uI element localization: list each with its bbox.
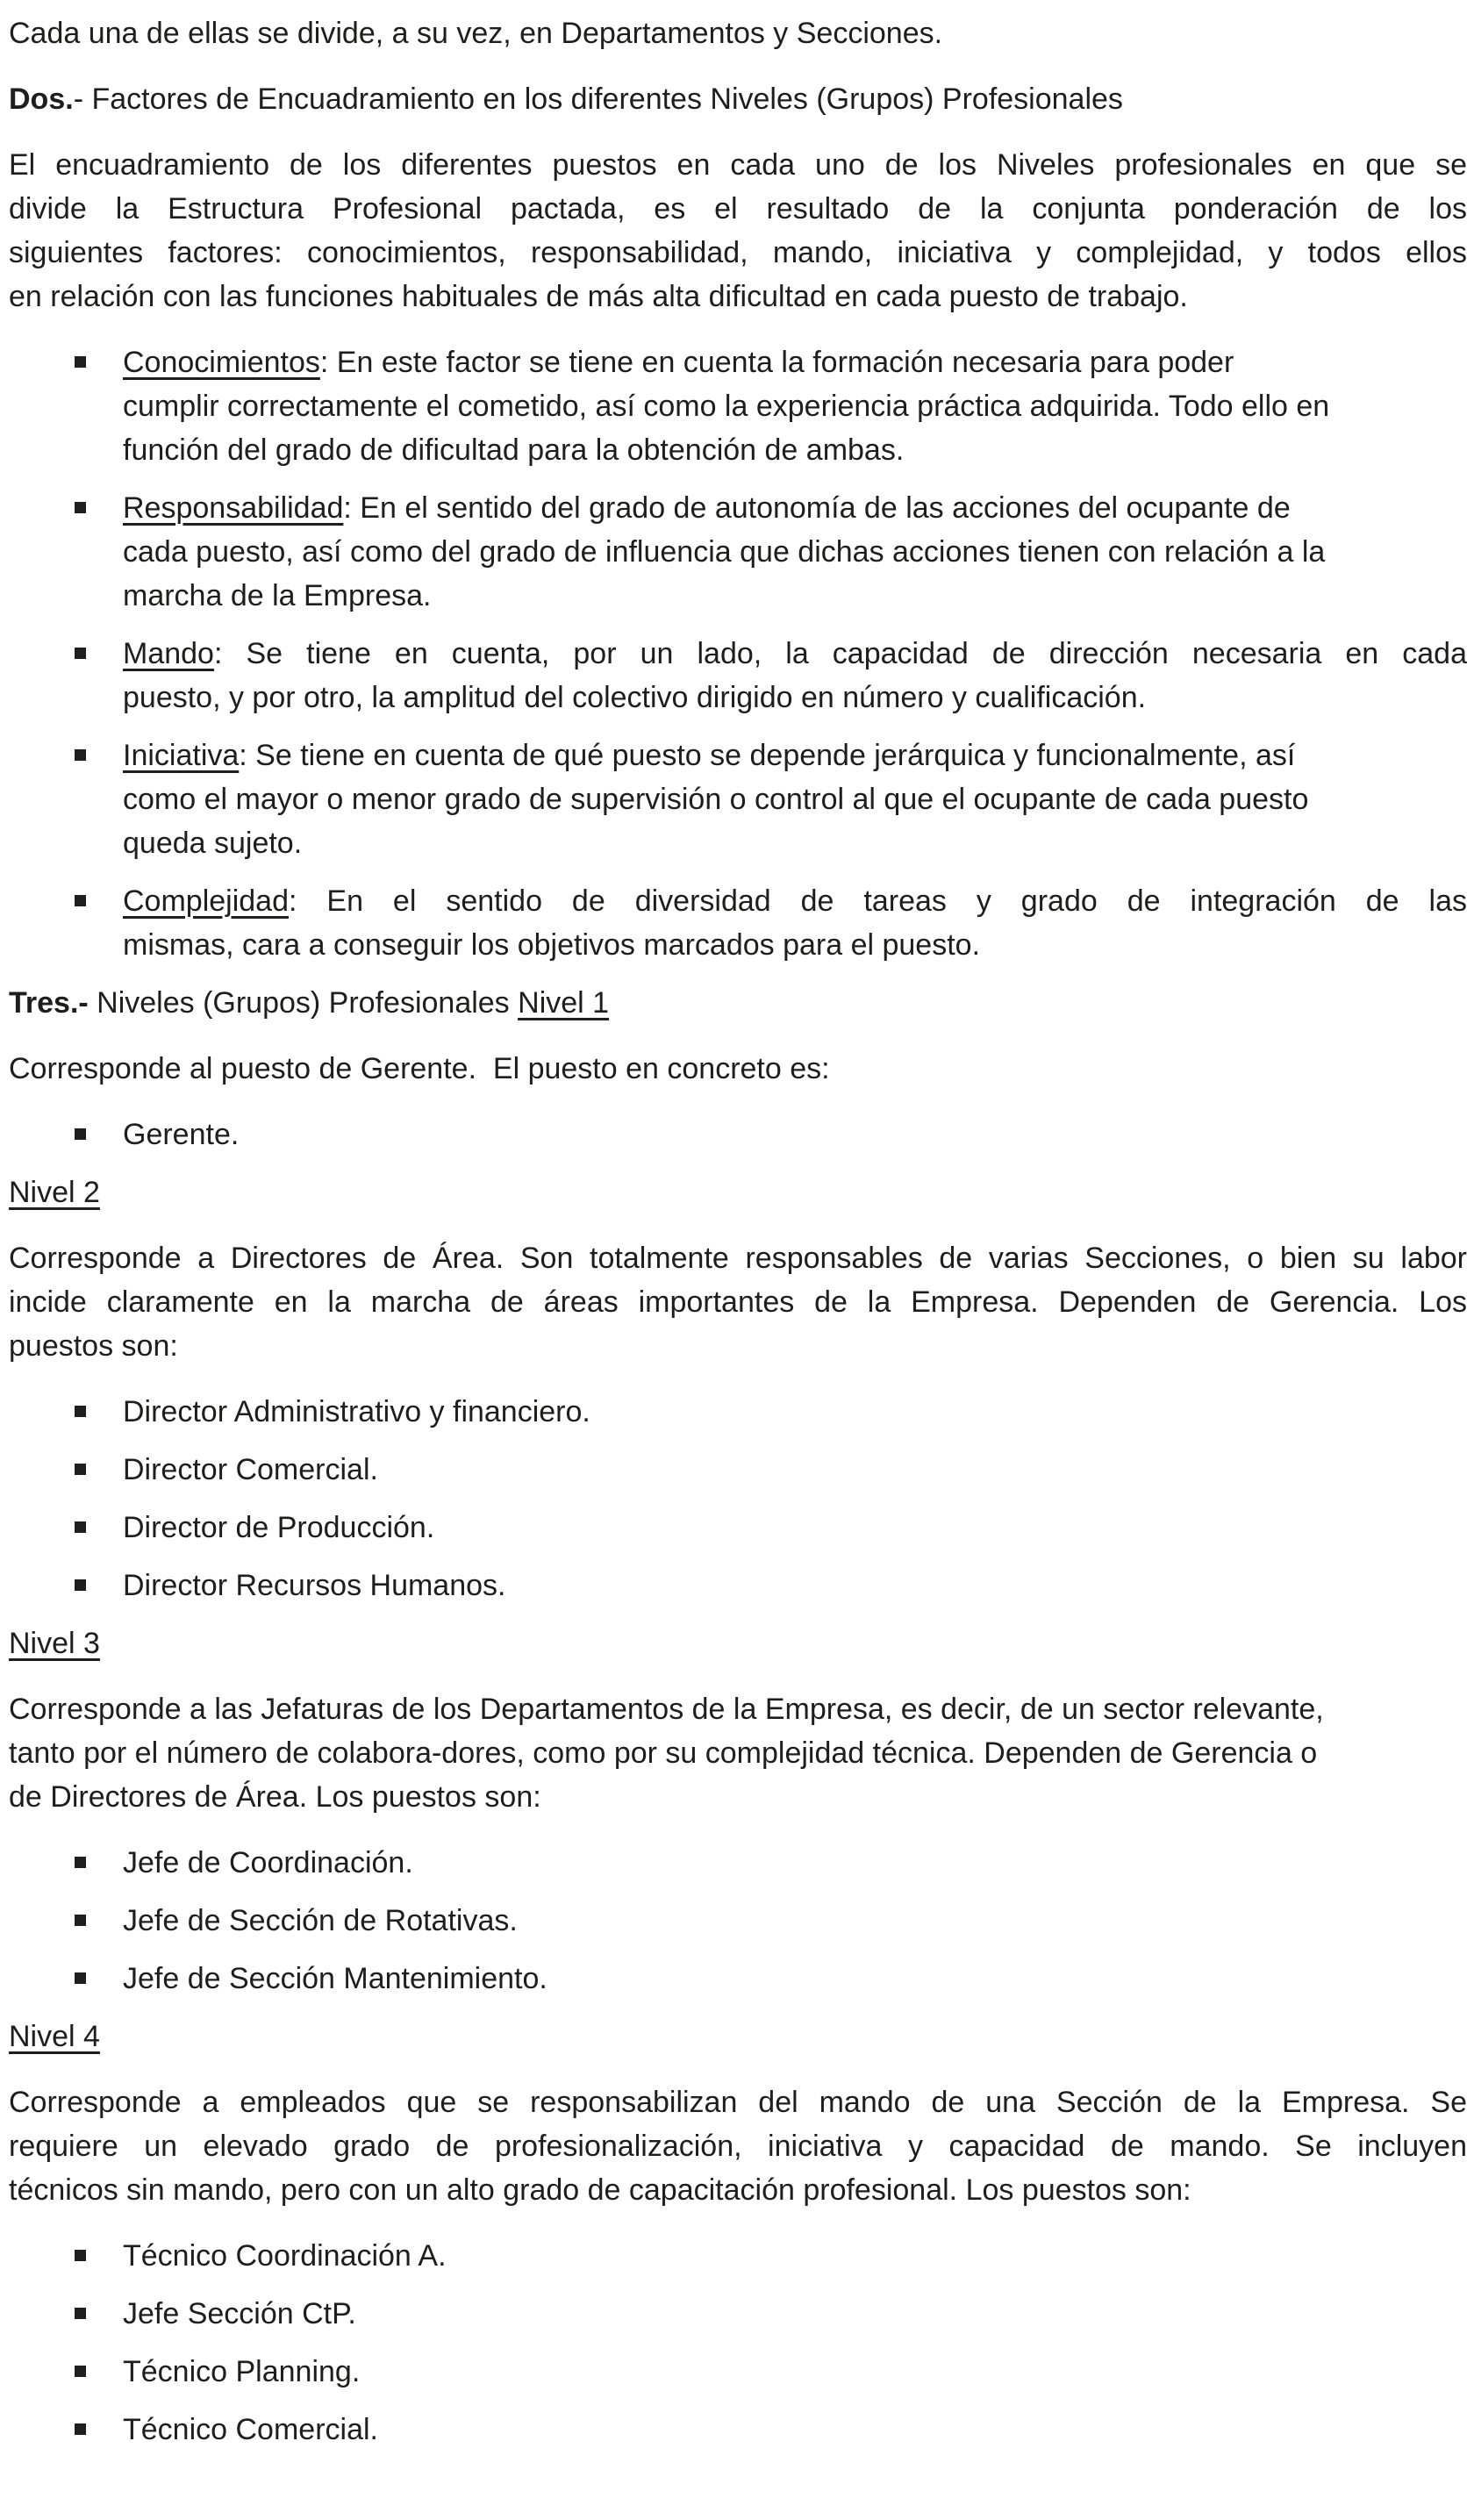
list-item (9, 879, 1467, 967)
text-line (9, 2168, 1467, 2212)
underlined-text-run: Nivel 3 (9, 1627, 100, 1660)
underlined-text-run: Complejidad (123, 884, 289, 918)
underlined-text-run: Mando (123, 637, 214, 670)
bullet-square-icon (75, 502, 86, 513)
bullet-square-icon (75, 895, 86, 906)
p-nivel-4-descripcion (9, 2080, 1467, 2212)
text-run: marcha de la Empresa. (123, 579, 432, 612)
bullet-square-icon (75, 2366, 86, 2377)
bullet-square-icon (75, 2308, 86, 2319)
p-nivel-3-descripcion (9, 1687, 1467, 1819)
list-item (9, 734, 1467, 865)
list-item (9, 1390, 1467, 1434)
list-item-text (123, 734, 1467, 865)
text-line (123, 1113, 1467, 1156)
text-run: Director Recursos Humanos. (123, 1569, 506, 1602)
text-line (123, 384, 1467, 428)
underlined-text-run: Nivel 1 (518, 986, 610, 1020)
text-line (9, 1236, 1467, 1280)
text-run: Corresponde a las Jefaturas de los Departamentos de la Empresa, es decir, de un sector relevante, (9, 1693, 1324, 1726)
list-item-text (123, 340, 1467, 472)
bullet-square-icon (75, 1579, 86, 1591)
list-item-text (123, 879, 1467, 967)
text-run: divide la Estructura Profesional pactada, es el resultado de la conjunta ponderación de los (9, 192, 1467, 226)
bold-text-run: Dos. (9, 82, 74, 116)
bullet-square-icon (75, 1857, 86, 1868)
text-line (123, 632, 1467, 676)
text-run: Niveles (Grupos) Profesionales (88, 986, 519, 1020)
text-run: : Se tiene en cuenta de qué puesto se depende jerárquica y funcionalmente, así (239, 739, 1296, 772)
text-line (9, 1622, 1467, 1665)
text-line (9, 143, 1467, 187)
text-run: : En el sentido de diversidad de tareas y grado de integración de las (289, 884, 1467, 918)
list-item-text (123, 632, 1467, 719)
list-nivel-4-puestos (9, 2234, 1467, 2452)
text-line (123, 340, 1467, 384)
text-line (123, 1841, 1467, 1885)
bullet-square-icon (75, 749, 86, 761)
list-item-text (123, 2350, 1467, 2394)
text-run: Corresponde al puesto de Gerente. El puesto en concreto es: (9, 1052, 830, 1085)
bullet-square-icon (75, 1128, 86, 1140)
text-line (123, 1506, 1467, 1550)
list-item-text (123, 2408, 1467, 2452)
list-factores (9, 340, 1467, 967)
text-run: puestos son: (9, 1329, 178, 1363)
text-line (9, 981, 1467, 1025)
underlined-text-run: Nivel 4 (9, 2020, 100, 2053)
text-run: Director de Producción. (123, 1511, 435, 1544)
text-line (9, 1280, 1467, 1324)
text-run: Técnico Comercial. (123, 2413, 378, 2446)
text-line (123, 574, 1467, 618)
text-run: : En el sentido del grado de autonomía de las acciones del ocupante de (343, 491, 1291, 525)
list-item-text (123, 1113, 1467, 1156)
text-line (123, 821, 1467, 865)
bullet-square-icon (75, 2423, 86, 2435)
p-nivel-2-descripcion (9, 1236, 1467, 1368)
bullet-square-icon (75, 356, 86, 368)
text-run: en relación con las funciones habituales de más alta dificultad en cada puesto de trabajo. (9, 280, 1188, 313)
text-run: cumplir correctamente el cometido, así como la experiencia práctica adquirida. Todo ello en (123, 390, 1330, 423)
list-item (9, 2408, 1467, 2452)
text-run: El encuadramiento de los diferentes puestos en cada uno de los Niveles profesionales en que se (9, 148, 1467, 182)
text-run: Gerente. (123, 1118, 240, 1151)
text-run: como el mayor o menor grado de supervisión o control al que el ocupante de cada puesto (123, 783, 1309, 816)
text-line (123, 1957, 1467, 2001)
text-run: Técnico Planning. (123, 2355, 361, 2388)
text-line (123, 2350, 1467, 2394)
text-run: Director Comercial. (123, 1453, 378, 1486)
text-run: Jefe de Coordinación. (123, 1846, 413, 1879)
text-line (9, 1324, 1467, 1368)
list-nivel-3-puestos (9, 1841, 1467, 2001)
text-line (123, 734, 1467, 777)
list-item (9, 1564, 1467, 1607)
list-item (9, 2350, 1467, 2394)
text-line (123, 428, 1467, 472)
list-item-text (123, 2234, 1467, 2278)
underlined-text-run: Iniciativa (123, 739, 240, 772)
text-run: : Se tiene en cuenta, por un lado, la capacidad de dirección necesaria en cada (213, 637, 1467, 670)
text-run: Cada una de ellas se divide, a su vez, en Departamentos y Secciones. (9, 17, 943, 50)
heading-tres-niveles (9, 981, 1467, 1025)
text-line (9, 1047, 1467, 1091)
list-item (9, 1957, 1467, 2001)
list-item (9, 340, 1467, 472)
text-line (9, 187, 1467, 231)
bullet-square-icon (75, 1521, 86, 1533)
list-item (9, 1448, 1467, 1492)
underlined-text-run: Responsabilidad (123, 491, 344, 525)
text-run: cada puesto, así como del grado de influencia que dichas acciones tienen con relación a la (123, 535, 1326, 569)
text-run: incide claramente en la marcha de áreas importantes de la Empresa. Dependen de Gerencia. Los (9, 1285, 1467, 1319)
text-run: Técnico Coordinación A. (123, 2239, 447, 2273)
underlined-text-run: Nivel 2 (9, 1176, 100, 1209)
underlined-text-run: Conocimientos (123, 346, 320, 379)
list-nivel-1-puestos (9, 1113, 1467, 1156)
list-item (9, 1899, 1467, 1943)
text-run: Jefe Sección CtP. (123, 2297, 356, 2330)
text-run: función del grado de dificultad para la obtención de ambas. (123, 433, 905, 467)
heading-nivel-4 (9, 2015, 1467, 2058)
heading-dos-factores (9, 77, 1467, 121)
list-nivel-2-puestos (9, 1390, 1467, 1607)
p-nivel-1-descripcion (9, 1047, 1467, 1091)
text-line (9, 11, 1467, 55)
p-divide-departamentos (9, 11, 1467, 55)
text-line (9, 2124, 1467, 2168)
text-run: siguientes factores: conocimientos, responsabilidad, mando, iniciativa y complejidad, y todos ellos (9, 236, 1467, 269)
list-item (9, 2292, 1467, 2336)
text-line (123, 777, 1467, 821)
text-line (9, 275, 1467, 319)
text-line (123, 879, 1467, 923)
text-line (123, 1564, 1467, 1607)
heading-nivel-3 (9, 1622, 1467, 1665)
list-item (9, 2234, 1467, 2278)
list-item (9, 486, 1467, 618)
text-run: - Factores de Encuadramiento en los diferentes Niveles (Grupos) Profesionales (73, 82, 1123, 116)
text-line (123, 1448, 1467, 1492)
text-line (9, 2015, 1467, 2058)
p-encuadramiento (9, 143, 1467, 319)
text-line (123, 2408, 1467, 2452)
text-run: Jefe de Sección de Rotativas. (123, 1904, 518, 1937)
text-line (123, 2292, 1467, 2336)
list-item-text (123, 1957, 1467, 2001)
text-line (9, 77, 1467, 121)
text-run: Corresponde a Directores de Área. Son totalmente responsables de varias Secciones, o bien su labor (9, 1242, 1467, 1275)
text-line (123, 486, 1467, 530)
bullet-square-icon (75, 2250, 86, 2261)
list-item-text (123, 1564, 1467, 1607)
bullet-square-icon (75, 1464, 86, 1475)
bullet-square-icon (75, 1406, 86, 1417)
bold-text-run: Tres.- (9, 986, 89, 1020)
list-item-text (123, 486, 1467, 618)
list-item (9, 632, 1467, 719)
list-item (9, 1506, 1467, 1550)
list-item-text (123, 1506, 1467, 1550)
bullet-square-icon (75, 648, 86, 659)
text-run: : En este factor se tiene en cuenta la formación necesaria para poder (319, 346, 1234, 379)
bullet-square-icon (75, 1915, 86, 1926)
text-line (123, 923, 1467, 967)
text-line (123, 2234, 1467, 2278)
text-line (123, 676, 1467, 719)
text-run: Corresponde a empleados que se responsabilizan del mando de una Sección de la Empresa. Se (9, 2086, 1467, 2119)
text-line (123, 1390, 1467, 1434)
text-run: mismas, cara a conseguir los objetivos marcados para el puesto. (123, 928, 981, 962)
list-item-text (123, 1899, 1467, 1943)
text-run: técnicos sin mando, pero con un alto grado de capacitación profesional. Los puestos son: (9, 2173, 1191, 2207)
text-line (123, 1899, 1467, 1943)
text-line (9, 1171, 1467, 1214)
list-item (9, 1113, 1467, 1156)
heading-nivel-2 (9, 1171, 1467, 1214)
text-line (9, 1731, 1467, 1775)
text-run: puesto, y por otro, la amplitud del colectivo dirigido en número y cualificación. (123, 681, 1147, 714)
text-line (9, 1687, 1467, 1731)
text-run: queda sujeto. (123, 827, 303, 860)
list-item-text (123, 1841, 1467, 1885)
text-line (9, 2080, 1467, 2124)
list-item-text (123, 2292, 1467, 2336)
text-run: de Directores de Área. Los puestos son: (9, 1780, 541, 1814)
text-line (9, 1775, 1467, 1819)
list-item (9, 1841, 1467, 1885)
text-run: Director Administrativo y financiero. (123, 1395, 590, 1428)
text-run: requiere un elevado grado de profesionalización, iniciativa y capacidad de mando. Se incluyen (9, 2130, 1467, 2163)
text-run: Jefe de Sección Mantenimiento. (123, 1962, 547, 1995)
text-run: tanto por el número de colabora-dores, como por su complejidad técnica. Dependen de Gerencia o (9, 1736, 1318, 1770)
list-item-text (123, 1448, 1467, 1492)
text-line (123, 530, 1467, 574)
text-line (9, 231, 1467, 275)
list-item-text (123, 1390, 1467, 1434)
bullet-square-icon (75, 1972, 86, 1984)
